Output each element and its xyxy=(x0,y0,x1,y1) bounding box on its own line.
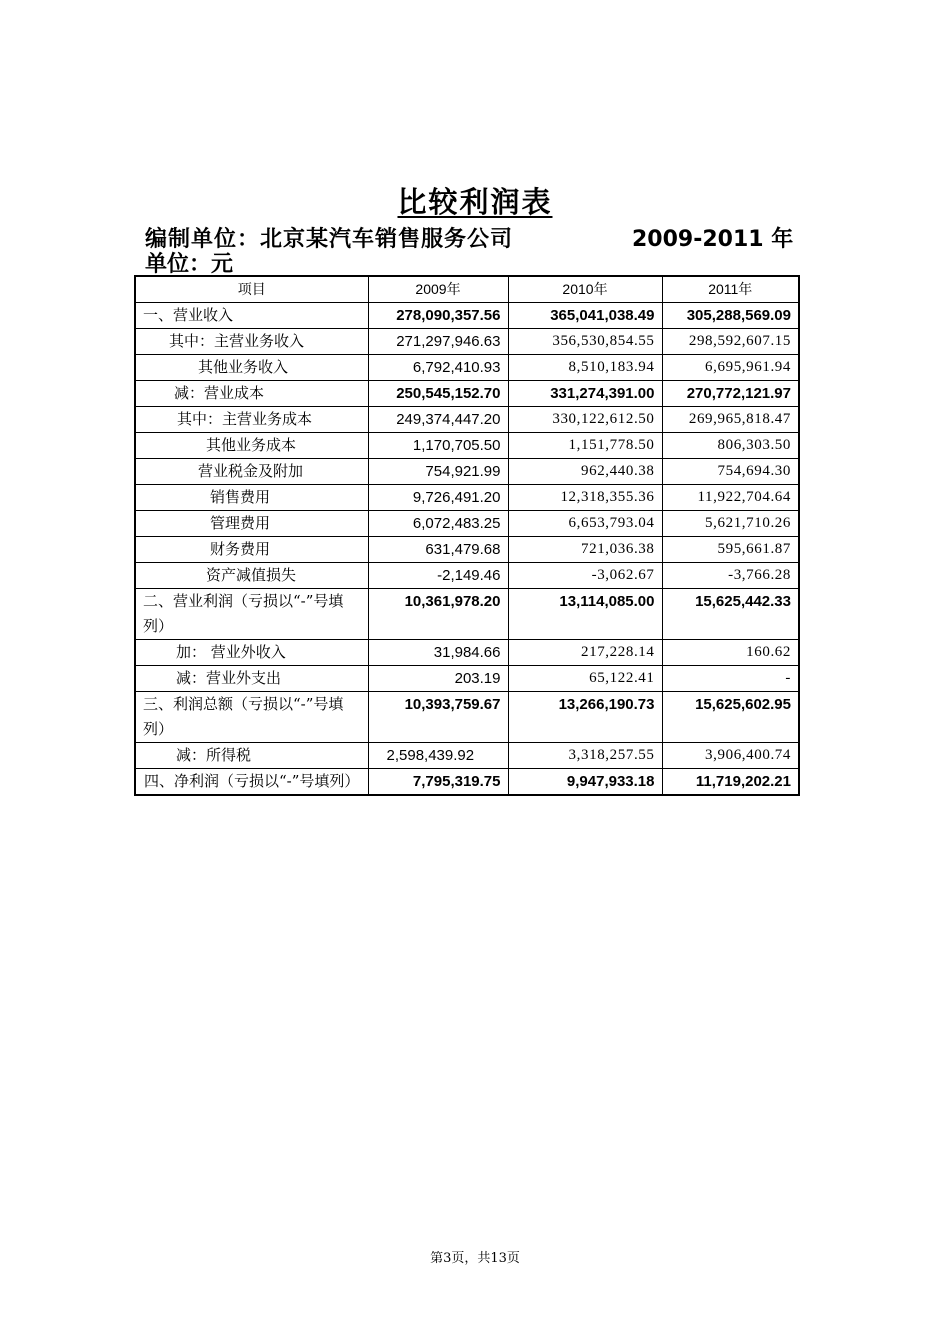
cell-2011: 5,621,710.26 xyxy=(662,511,799,537)
cell-2010: 12,318,355.36 xyxy=(508,485,662,511)
cell-2009: 7,795,319.75 xyxy=(368,769,508,796)
row-label: 减：营业成本 xyxy=(135,381,368,407)
cell-2011: 15,625,602.95 xyxy=(662,692,799,743)
table-row xyxy=(135,485,799,511)
row-label: 三、利润总额（亏损以“-”号填列） xyxy=(135,692,368,743)
cell-2009: 6,792,410.93 xyxy=(368,355,508,381)
cell-2010: 8,510,183.94 xyxy=(508,355,662,381)
cell-2011: 3,906,400.74 xyxy=(662,743,799,769)
cell-2011: 15,625,442.33 xyxy=(662,589,799,640)
row-label: 其中：主营业务收入 xyxy=(135,329,368,355)
cell-2010: 9,947,933.18 xyxy=(508,769,662,796)
cell-2009: 6,072,483.25 xyxy=(368,511,508,537)
cell-2011: 11,719,202.21 xyxy=(662,769,799,796)
cell-2011: 754,694.30 xyxy=(662,459,799,485)
cell-2009: 250,545,152.70 xyxy=(368,381,508,407)
cell-2009: 754,921.99 xyxy=(368,459,508,485)
cell-2009: 631,479.68 xyxy=(368,537,508,563)
row-label: 二、营业利润（亏损以“-”号填列） xyxy=(135,589,368,640)
row-label: 其中：主营业务成本 xyxy=(135,407,368,433)
cell-2011: 806,303.50 xyxy=(662,433,799,459)
cell-2011: -3,766.28 xyxy=(662,563,799,589)
report-period: 2009-2011 年 xyxy=(632,227,794,252)
cell-2011: 269,965,818.47 xyxy=(662,407,799,433)
table-row xyxy=(135,355,799,381)
table-row xyxy=(135,640,799,666)
row-label: 财务费用 xyxy=(135,537,368,563)
row-label: 减：所得税 xyxy=(135,743,368,769)
cell-2010: 721,036.38 xyxy=(508,537,662,563)
cell-2010: 13,266,190.73 xyxy=(508,692,662,743)
cell-2011: 6,695,961.94 xyxy=(662,355,799,381)
cell-2010: 217,228.14 xyxy=(508,640,662,666)
report-title xyxy=(0,180,950,221)
row-label: 销售费用 xyxy=(135,485,368,511)
cell-2009: 10,393,759.67 xyxy=(368,692,508,743)
row-label: 营业税金及附加 xyxy=(135,459,368,485)
company-name: 编制单位：北京某汽车销售服务公司 xyxy=(145,227,514,252)
cell-2009: 31,984.66 xyxy=(368,640,508,666)
row-label: 管理费用 xyxy=(135,511,368,537)
cell-2011: 160.62 xyxy=(662,640,799,666)
cell-2011: 298,592,607.15 xyxy=(662,329,799,355)
header-2011: 2011年 xyxy=(662,276,799,303)
cell-2009: 271,297,946.63 xyxy=(368,329,508,355)
row-label: 加： 营业外收入 xyxy=(135,640,368,666)
table-row xyxy=(135,407,799,433)
row-label: 减：营业外支出 xyxy=(135,666,368,692)
table-row xyxy=(135,769,799,796)
cell-2011: 270,772,121.97 xyxy=(662,381,799,407)
cell-2009: 1,170,705.50 xyxy=(368,433,508,459)
table-row xyxy=(135,563,799,589)
cell-2010: 1,151,778.50 xyxy=(508,433,662,459)
row-label: 四、净利润（亏损以“-”号填列） xyxy=(135,769,368,796)
cell-2010: 356,530,854.55 xyxy=(508,329,662,355)
header-2009: 2009年 xyxy=(368,276,508,303)
header-item: 项目 xyxy=(135,276,368,303)
table-row xyxy=(135,511,799,537)
cell-2010: 331,274,391.00 xyxy=(508,381,662,407)
cell-2010: 330,122,612.50 xyxy=(508,407,662,433)
cell-2009: 203.19 xyxy=(368,666,508,692)
table-row xyxy=(135,743,799,769)
table-header-row xyxy=(135,276,799,303)
cell-2009: 10,361,978.20 xyxy=(368,589,508,640)
cell-2009: -2,149.46 xyxy=(368,563,508,589)
currency-unit: 单位：元 xyxy=(145,252,234,277)
row-label: 一、营业收入 xyxy=(135,303,368,329)
cell-2010: 6,653,793.04 xyxy=(508,511,662,537)
cell-2009: 249,374,447.20 xyxy=(368,407,508,433)
row-label: 其他业务收入 xyxy=(135,355,368,381)
cell-2011: 305,288,569.09 xyxy=(662,303,799,329)
cell-2010: 13,114,085.00 xyxy=(508,589,662,640)
cell-2011: - xyxy=(662,666,799,692)
report-title-text: 比较利润表 xyxy=(397,185,553,219)
cell-2010: 3,318,257.55 xyxy=(508,743,662,769)
table-row xyxy=(135,329,799,355)
cell-2009: 2,598,439.92 xyxy=(368,743,508,769)
table-row xyxy=(135,666,799,692)
table-row xyxy=(135,589,799,640)
row-label: 其他业务成本 xyxy=(135,433,368,459)
cell-2011: 595,661.87 xyxy=(662,537,799,563)
cell-2011: 11,922,704.64 xyxy=(662,485,799,511)
table-row xyxy=(135,459,799,485)
row-label: 资产减值损失 xyxy=(135,563,368,589)
page-number: 第3页，共13页 xyxy=(430,1251,520,1266)
cell-2009: 278,090,357.56 xyxy=(368,303,508,329)
table-row xyxy=(135,537,799,563)
table-row xyxy=(135,692,799,743)
table-row xyxy=(135,433,799,459)
table-row xyxy=(135,303,799,329)
header-2010: 2010年 xyxy=(508,276,662,303)
table-row xyxy=(135,381,799,407)
cell-2009: 9,726,491.20 xyxy=(368,485,508,511)
cell-2010: 962,440.38 xyxy=(508,459,662,485)
cell-2010: 365,041,038.49 xyxy=(508,303,662,329)
cell-2010: 65,122.41 xyxy=(508,666,662,692)
income-statement-table xyxy=(134,275,800,796)
cell-2010: -3,062.67 xyxy=(508,563,662,589)
